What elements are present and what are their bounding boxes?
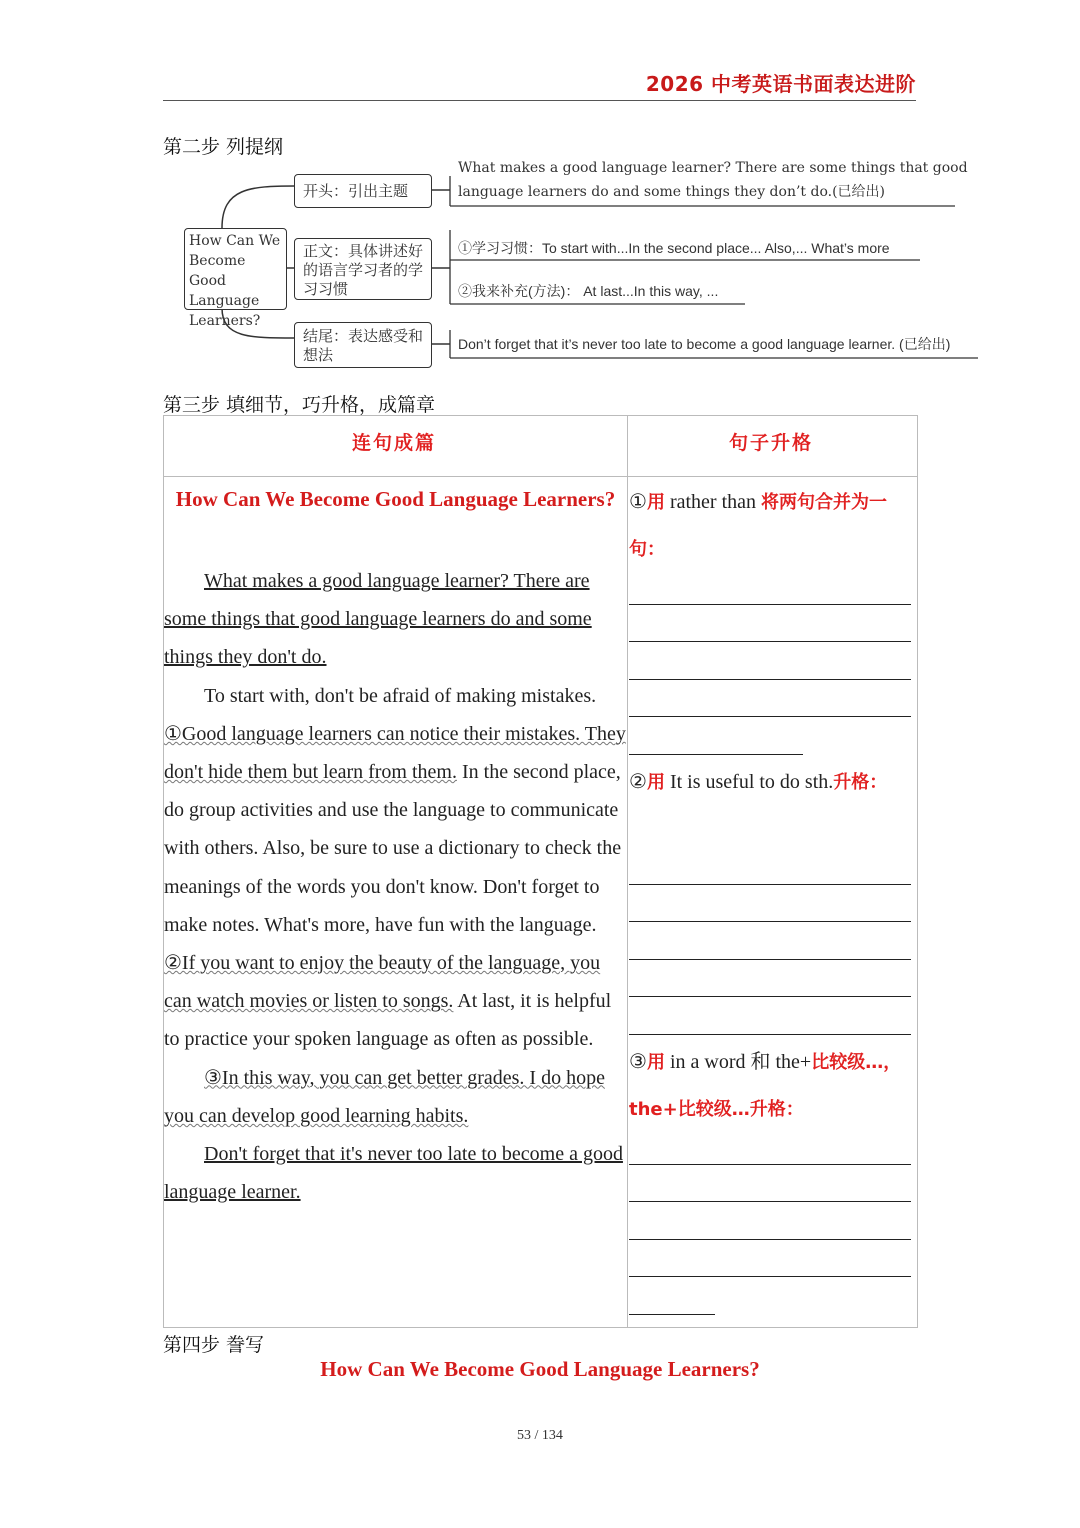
branch-body-line1: ①学习习惯：To start with...In the second place... Also,... What’s more (458, 240, 890, 256)
answer-line[interactable] (629, 884, 911, 885)
task-3: ③用 in a word 和 the+比较级…， the+比较级…升格： (629, 1051, 902, 1120)
step2-title: 第二步 列提纲 (163, 136, 284, 158)
branch-intro-line1: What makes a good language learner? There are some things that good (458, 160, 968, 176)
step4-title: 第四步 誊写 (163, 1334, 265, 1356)
col1-header: 连句成篇 (352, 432, 437, 454)
header-title: 2026 中考英语书面表达进阶 (645, 72, 916, 96)
step3-table (163, 415, 918, 1328)
branch-body-line2: ②我来补充(方法)： At last...In this way, ... (458, 283, 719, 299)
branch-ending-line1: Don’t forget that it’s never too late to become a good language learner. (已给出) (458, 336, 951, 352)
answer-line[interactable] (629, 1276, 911, 1277)
root-node: How Can We Become Good Language Learners? (184, 228, 287, 310)
answer-line[interactable] (629, 1034, 911, 1035)
answer-line[interactable] (629, 754, 803, 755)
sentence-1: ①Good language learners can notice their mistakes. They don't hide them but learn from them. (164, 722, 626, 784)
answer-line[interactable] (629, 716, 911, 717)
sentence-2: ②If you want to enjoy the beauty of the language, you can watch movies or listen to songs. (164, 952, 601, 1013)
answer-line[interactable] (629, 679, 911, 680)
page-header (163, 68, 916, 101)
essay-body (164, 562, 626, 1211)
answer-line[interactable] (629, 1201, 911, 1202)
answer-line[interactable] (629, 921, 911, 922)
essay-paragraph-1: What makes a good language learner? There are some things that good language learners do and some things they don't do. (164, 570, 592, 669)
answer-line[interactable] (629, 1164, 911, 1165)
answer-line[interactable] (629, 996, 911, 997)
answer-line[interactable] (629, 641, 911, 642)
final-essay-title: How Can We Become Good Language Learners? (320, 1357, 760, 1381)
outline-diagram (180, 158, 980, 370)
answer-line[interactable] (629, 1239, 911, 1240)
col2-header: 句子升格 (729, 432, 814, 454)
branch-body-node: 正文：具体讲述好的语言学习者的学习习惯 (294, 238, 432, 300)
essay-paragraph-2: To start with, don't be afraid of making mistakes. ①Good language learners can notice their mistakes. They don't hide them but learn from them. In the second place, do group activities and use the language to communicate with others. Also, be sure to use a dictionary to check the meanings of the words you don't know. Don't forget to make notes. What's more, have fun with the language. ②If you want to enjoy the beauty of the language, you can watch movies or listen to songs. At last, it is helpful to practice your spoken language as often as possible. (164, 684, 626, 1051)
branch-intro-line2: language learners do and some things they don’t do.(已给出) (458, 184, 886, 200)
branch-intro-node: 开头：引出主题 (294, 174, 432, 208)
answer-line[interactable] (629, 604, 911, 605)
answer-line[interactable] (629, 959, 911, 960)
step3-title: 第三步 填细节，巧升格，成篇章 (163, 394, 436, 416)
task-1: ①用 rather than 将两句合并为一句： (629, 491, 888, 560)
table-header-divider (164, 476, 917, 477)
branch-ending-node: 结尾：表达感受和想法 (294, 322, 432, 368)
page-number: 53 / 134 (517, 1428, 563, 1443)
task-2: ②用 It is useful to do sth.升格： (629, 771, 888, 793)
answer-line[interactable] (629, 1314, 715, 1315)
essay-title: How Can We Become Good Language Learners? (175, 487, 616, 511)
table-column-divider (627, 416, 628, 1327)
essay-paragraph-4: Don't forget that it's never too late to become a good language learner. (164, 1143, 623, 1204)
sentence-3: ③In this way, you can get better grades. I do hope you can develop good learning habits. (164, 1066, 605, 1127)
